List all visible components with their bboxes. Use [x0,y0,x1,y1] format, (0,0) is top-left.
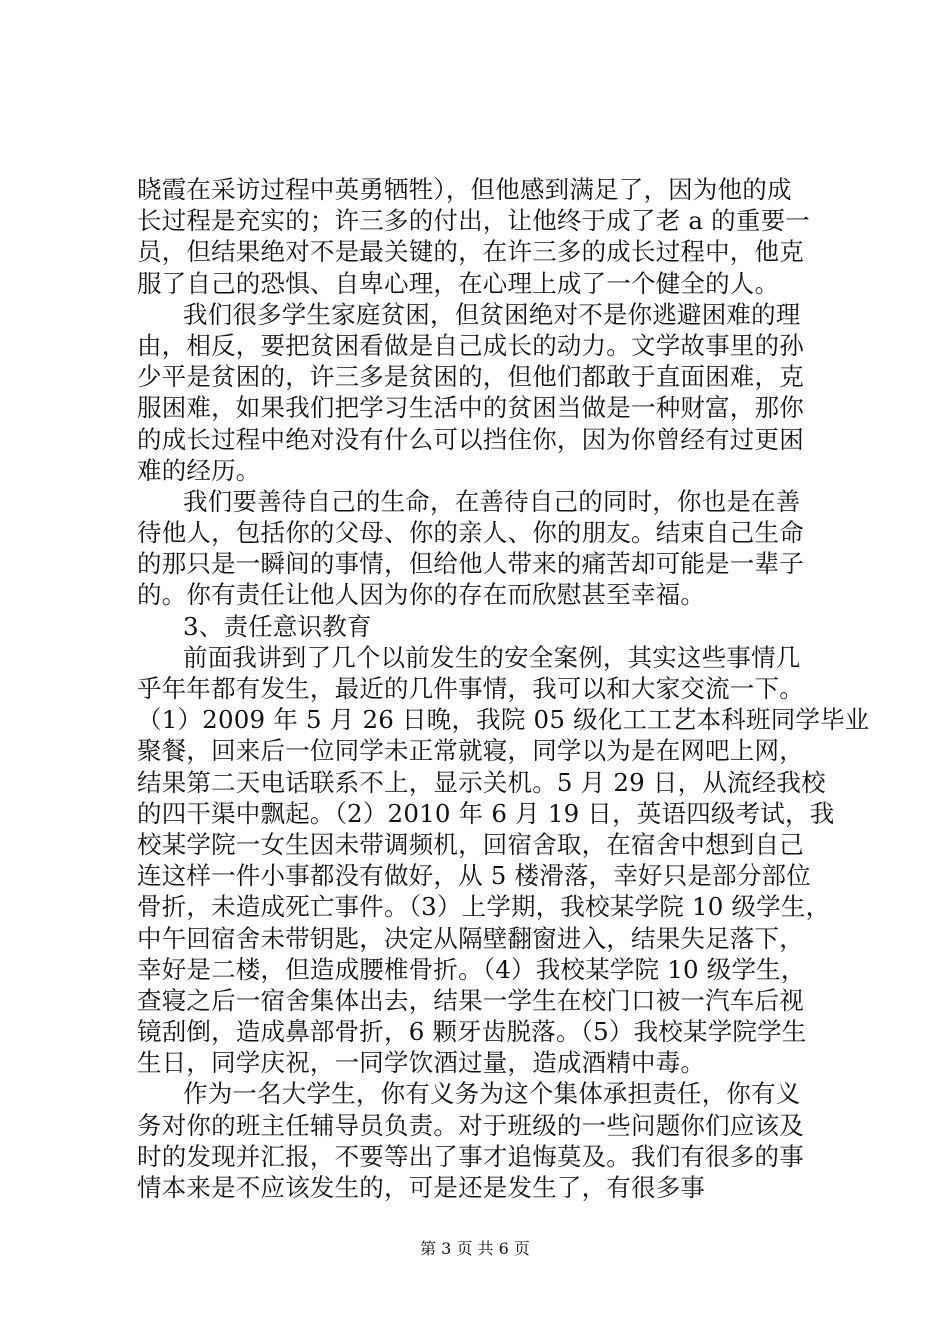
text-line: 我们很多学生家庭贫困，但贫困绝对不是你逃避困难的理 [183,299,801,329]
text-line: 生日，同学庆祝，一同学饮酒过量，造成酒精中毒。 [137,1048,706,1078]
text-line: 的那只是一瞬间的事情，但给他人带来的痛苦却可能是一辈子 [137,549,804,579]
text-line: 务对你的班主任辅导员负责。对于班级的一些问题你们应该及 [137,1110,804,1140]
text-line: 服困难，如果我们把学习生活中的贫困当做是一种财富，那你 [137,393,804,423]
text-line: 待他人，包括你的父母、你的亲人、你的朋友。结束自己生命 [137,518,804,548]
text-line: 幸好是二楼，但造成腰椎骨折。（4）我校某学院 10 级学生， [137,954,806,984]
text-line: 我们要善待自己的生命，在善待自己的同时，你也是在善 [183,486,801,516]
text-line: 前面我讲到了几个以前发生的安全案例，其实这些事情几 [183,642,801,672]
text-line: 少平是贫困的，许三多是贫困的，但他们都敢于直面困难，克 [137,362,804,392]
paragraph [137,299,833,486]
paragraph [137,1078,833,1203]
paragraph [137,174,833,299]
text-line: 聚餐，回来后一位同学未正常就寝，同学以为是在网吧上网， [137,736,804,766]
text-line: 的四干渠中飘起。（2）2010 年 6 月 19 日，英语四级考试，我 [137,798,835,828]
page-footer: 第 3 页 共 6 页 [420,1239,530,1258]
text-line: 骨折，未造成死亡事件。（3）上学期，我校某学院 10 级学生， [137,892,831,922]
text-line: 员，但结果绝对不是最关键的，在许三多的成长过程中，他克 [137,237,804,267]
text-line: 服了自己的恐惧、自卑心理，在心理上成了一个健全的人。 [137,268,780,298]
text-line: 情本来是不应该发生的，可是还是发生了，有很多事 [137,1173,706,1202]
text-line: 结果第二天电话联系不上，显示关机。5 月 29 日，从流经我校 [137,767,826,797]
paragraph [137,486,833,611]
document-body [137,174,870,1203]
paragraph [137,642,870,1079]
text-line: 乎年年都有发生，最近的几件事情，我可以和大家交流一下。 [137,674,804,703]
text-line: （1）2009 年 5 月 26 日晚，我院 05 级化工工艺本科班同学毕业 [137,705,870,735]
text-line: 校某学院一女生因未带调频机，回宿舍取，在宿舍中想到自己 [137,829,804,859]
text-line: 中午回宿舍未带钥匙，决定从隔壁翻窗进入，结果失足落下， [137,923,804,953]
text-line: 查寝之后一宿舍集体出去，结果一学生在校门口被一汽车后视 [137,985,804,1015]
paragraph [137,611,833,642]
text-line: 的。你有责任让他人因为你的存在而欣慰甚至幸福。 [137,580,706,610]
text-line: 镜刮倒，造成鼻部骨折，6 颗牙齿脱落。（5）我校某学院学生 [137,1017,807,1047]
text-line: 晓霞在采访过程中英勇牺牲），但他感到满足了，因为他的成 [137,175,792,204]
text-line: 3、责任意识教育 [183,611,372,641]
text-line: 连这样一件小事都没有做好，从 5 楼滑落，幸好只是部分部位 [137,861,811,891]
text-line: 难的经历。 [137,455,261,485]
text-line: 的成长过程中绝对没有什么可以挡住你，因为你曾经有过更困 [137,424,804,454]
text-line: 作为一名大学生，你有义务为这个集体承担责任，你有义 [183,1079,801,1109]
text-line: 由，相反，要把贫困看做是自己成长的动力。文学故事里的孙 [137,330,804,360]
text-line: 长过程是充实的；许三多的付出，让他终于成了老 a 的重要一 [137,206,810,236]
text-line: 时的发现并汇报，不要等出了事才追悔莫及。我们有很多的事 [137,1141,804,1171]
